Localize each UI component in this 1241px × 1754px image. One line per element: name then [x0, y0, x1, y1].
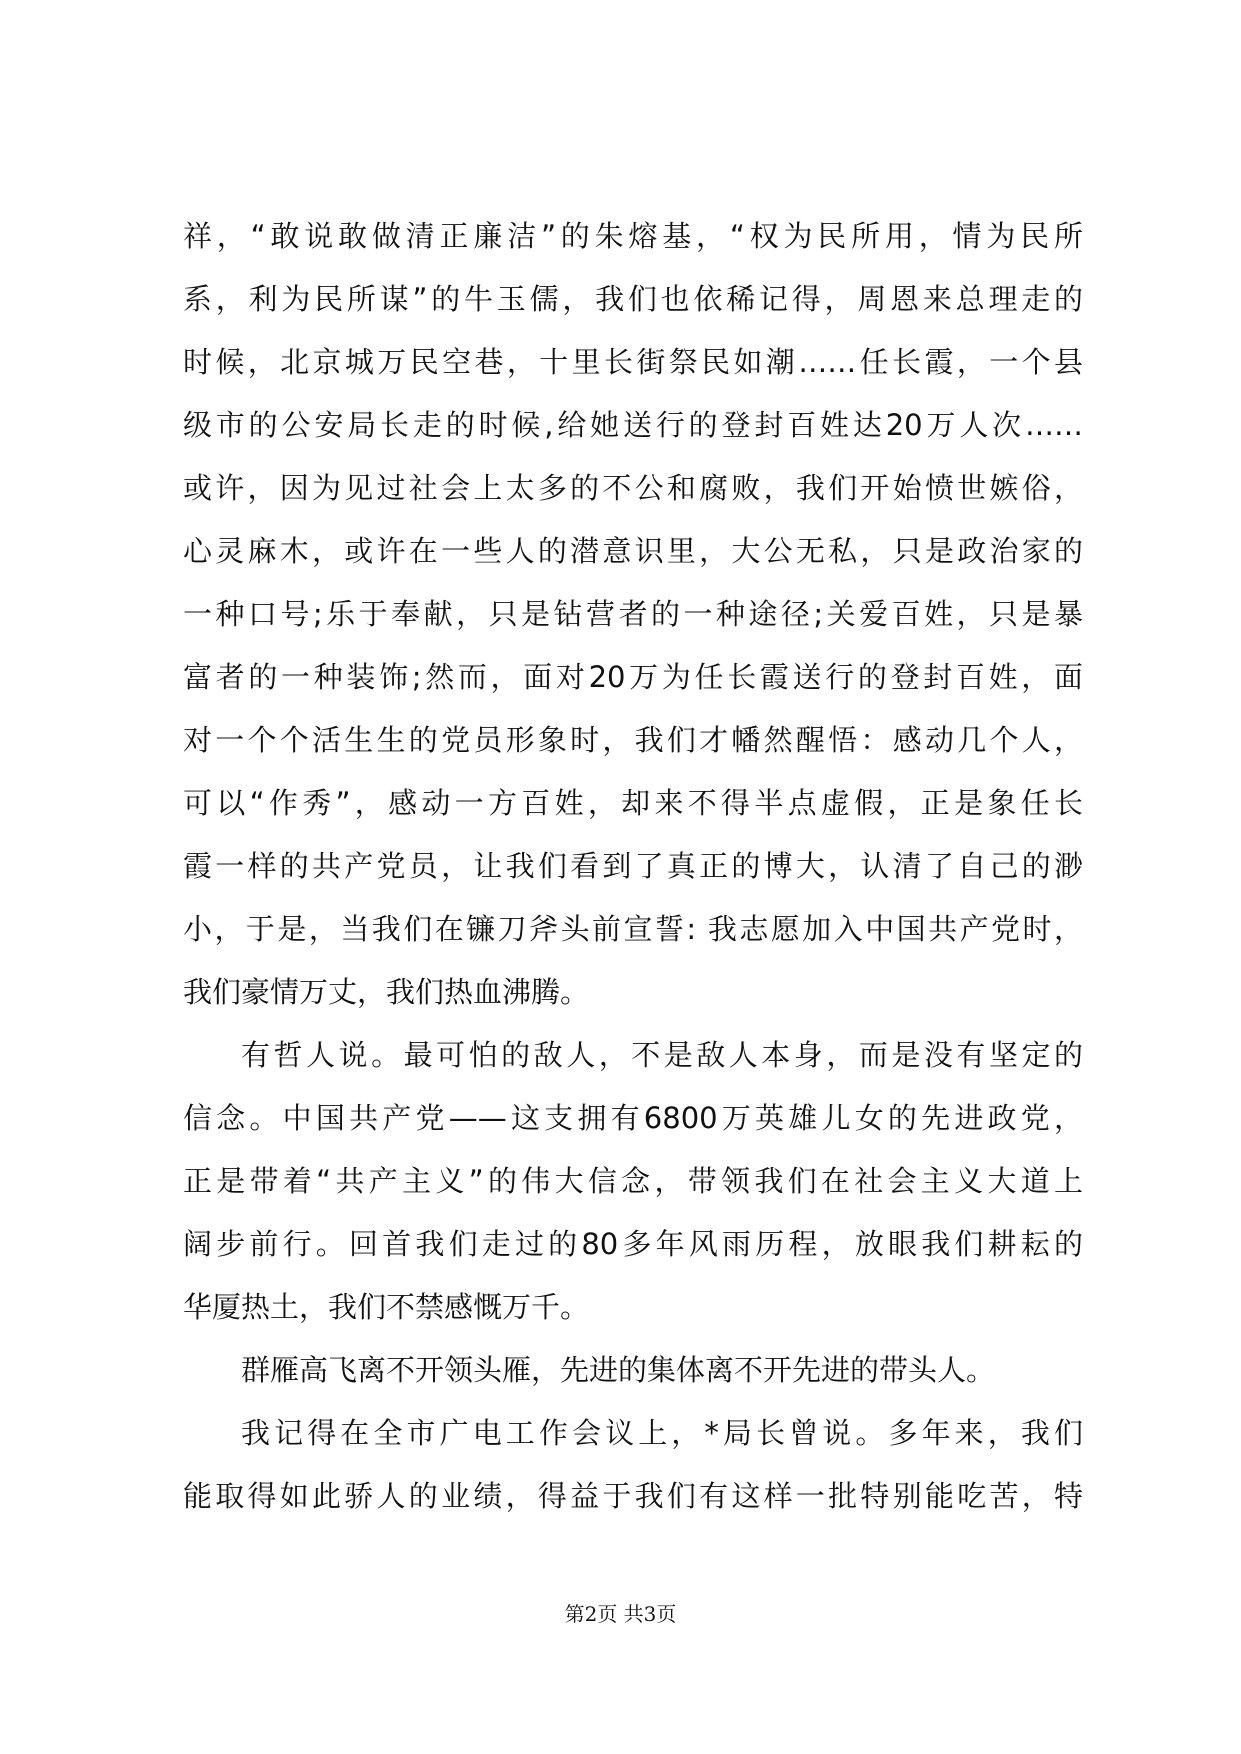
text-line: 可以“作秀”，感动一方百姓，却来不得半点虚假，正是象任长: [183, 786, 1083, 820]
body-text: [183, 205, 1083, 1528]
text-line: 系，利为民所谋”的牛玉儒，我们也依稀记得，周恩来总理走的: [183, 282, 1083, 316]
text-line: 阔步前行。回首我们走过的80多年风雨历程，放眼我们耕耘的: [183, 1227, 1083, 1261]
text-line: 小，于是，当我们在镰刀斧头前宣誓: 我志愿加入中国共产党时，: [183, 912, 1083, 946]
text-line: 时候，北京城万民空巷，十里长街祭民如潮……任长霞，一个县: [183, 345, 1083, 379]
text-line: 或许，因为见过社会上太多的不公和腐败，我们开始愤世嫉俗，: [183, 471, 1083, 505]
page-number-footer: 第2页 共3页: [564, 1602, 677, 1626]
text-line: 能取得如此骄人的业绩，得益于我们有这样一批特别能吃苦，特: [183, 1479, 1083, 1513]
text-line: 一种口号;乐于奉献，只是钻营者的一种途径;关爱百姓，只是暴: [183, 597, 1083, 631]
text-line: 我们豪情万丈，我们热血沸腾。: [183, 975, 590, 1009]
text-line: 霞一样的共产党员，让我们看到了真正的博大，认清了自己的渺: [183, 849, 1083, 883]
paragraph-first-line: 群雁高飞离不开领头雁，先进的集体离不开先进的带头人。: [241, 1353, 996, 1387]
text-line: 级市的公安局长走的时候,给她送行的登封百姓达20万人次……: [183, 408, 1083, 442]
text-line: 祥，“敢说敢做清正廉洁”的朱熔基，“权为民所用，情为民所: [183, 219, 1083, 253]
paragraph-first-line: 我记得在全市广电工作会议上，*局长曾说。多年来，我们: [241, 1416, 1083, 1450]
text-line: 心灵麻木，或许在一些人的潜意识里，大公无私，只是政治家的: [183, 534, 1083, 568]
text-line: 对一个个活生生的党员形象时，我们才幡然醒悟：感动几个人，: [183, 723, 1083, 757]
text-line: 华厦热土，我们不禁感慨万千。: [183, 1290, 590, 1324]
text-line: 正是带着“共产主义”的伟大信念，带领我们在社会主义大道上: [183, 1164, 1083, 1198]
text-line: 信念。中国共产党——这支拥有6800万英雄儿女的先进政党，: [183, 1101, 1083, 1135]
paragraph-first-line: 有哲人说。最可怕的敌人，不是敌人本身，而是没有坚定的: [241, 1038, 1083, 1072]
text-line: 富者的一种装饰;然而，面对20万为任长霞送行的登封百姓，面: [183, 660, 1083, 694]
